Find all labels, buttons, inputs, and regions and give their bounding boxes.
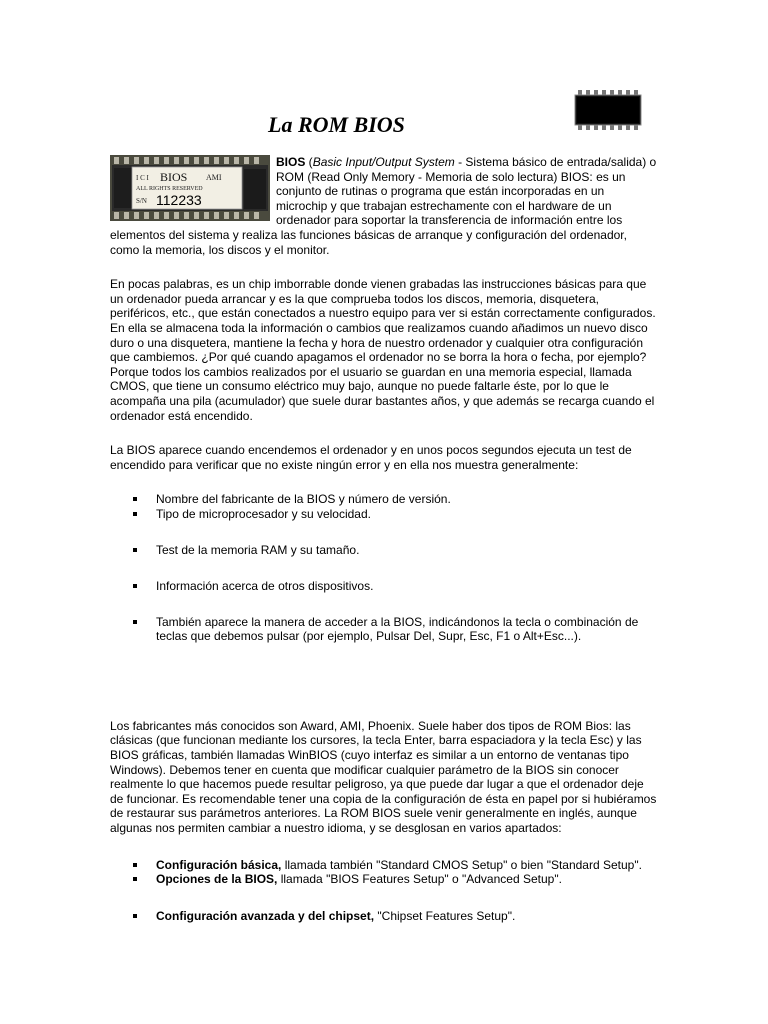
chip-label-ici: I C I: [136, 174, 149, 182]
list-item-term: Opciones de la BIOS,: [156, 872, 278, 887]
post-info-list: [110, 492, 658, 644]
list-item-text: Nombre del fabricante de la BIOS y número de versión.: [156, 492, 451, 507]
chip-label-sn: S/N: [136, 197, 147, 205]
bios-sections-list: [110, 858, 658, 924]
page-title: La ROM BIOS: [268, 112, 405, 137]
list-item-term: Configuración básica,: [156, 857, 282, 872]
list-item: [110, 872, 658, 887]
bullet-icon: [133, 620, 137, 624]
list-item: [110, 507, 658, 522]
list-item: [110, 909, 658, 924]
paragraph-chip-description: En pocas palabras, es un chip imborrable donde vienen grabadas las instrucciones básicas para que un ordenador pueda arrancar y es la que comprueba todos los discos, memoria, disquetera, periféricos, etc., que están conectados a nuestro equipo para ver si están correctamente configurados. En ella se almacena toda la información o cambios que realizamos cuando añadimos un nuevo disco duro o una disquetera, mantiene la fecha y hora de nuestro ordenador y cualquier otra configuración que cambiemos. ¿Por qué cuando apagamos el ordenador no se borra la hora o fecha, por ejemplo? Porque todos los cambios realizados por el usuario se guardan en una memoria especial, llamada CMOS, que tiene un consumo eléctrico muy bajo, aunque no puede faltarle éste, por lo que le acompaña una pila (acumulador) que suele durar bastantes años, y que además se recarga cuando el ordenador está encendido.: [110, 277, 656, 423]
list-item: [110, 615, 658, 644]
bullet-icon: [133, 512, 137, 516]
article-body: [110, 155, 658, 923]
chip-serial-number: 112233: [156, 192, 202, 208]
intro-text: - Sistema básico de entrada/salida) o ROM (Read Only Memory - Memoria de solo lectura) BIOS: es un conjunto de rutinas o programa que están incorporadas en un microchip y que trabajan estrechamente con el hardware de un ordenador para soportar la transferencia de información entre los elementos del sistema y realiza las funciones básicas de arranque y configuración del ordenador, como la memoria, los discos y el monitor.: [110, 155, 657, 257]
list-item-text: También aparece la manera de acceder a la BIOS, indicándonos la tecla o combinación de teclas que debemos pulsar (por ejemplo, Pulsar Del, Supr, Esc, F1 o Alt+Esc...).: [156, 614, 639, 644]
bios-expansion: Basic Input/Output System: [312, 155, 455, 169]
chip-label-rights: ALL RIGHTS RESERVED: [136, 186, 203, 192]
list-item: [110, 858, 658, 873]
intro-paren: (: [305, 155, 313, 169]
chip-label-maker: AMI: [206, 173, 222, 182]
bullet-icon: [133, 497, 137, 501]
paragraph-post-test: La BIOS aparece cuando encendemos el ordenador y en unos pocos segundos ejecuta un test de encendido para verificar que no existe ningún error y en ella nos muestra generalmente:: [110, 443, 632, 472]
bullet-icon: [133, 548, 137, 552]
list-item-text: Test de la memoria RAM y su tamaño.: [156, 543, 360, 558]
list-item: [110, 492, 658, 507]
chip-label-brand: BIOS: [160, 170, 188, 184]
microchip-icon: [574, 90, 642, 130]
bios-chip-photo: [110, 155, 270, 221]
bios-term: BIOS: [276, 155, 306, 169]
list-item-text: Tipo de microprocesador y su velocidad.: [156, 506, 371, 521]
list-item-text: llamada "BIOS Features Setup" o "Advanced Setup".: [277, 872, 562, 887]
list-item-text: llamada también "Standard CMOS Setup" o bien "Standard Setup".: [281, 857, 642, 872]
list-item: [110, 543, 658, 558]
paragraph-manufacturers: Los fabricantes más conocidos son Award, AMI, Phoenix. Suele haber dos tipos de ROM Bios: las clásicas (que funcionan mediante los cursores, la tecla Enter, barra espaciadora y la tecla Esc) y las BIOS gráficas, también llamadas WinBIOS (cuyo interfaz es similar a un entorno de ventanas tipo Windows). Debemos tener en cuenta que modificar cualquier parámetro de la BIOS sin conocer realmente lo que hacemos puede resultar peligroso, ya que puede dar lugar a que el ordenador deje de funcionar. Es recomendable tener una copia de la configuración de ésta en papel por si hubiéramos de restaurar sus parámetros anteriores. La ROM BIOS suele venir generalmente en inglés, aunque algunas nos permiten cambiar a nuestro idioma, y se desglosan en varios apartados:: [110, 718, 657, 835]
bullet-icon: [133, 914, 137, 918]
bullet-icon: [133, 877, 137, 881]
bullet-icon: [133, 863, 137, 867]
list-item-text: "Chipset Features Setup".: [374, 908, 516, 923]
list-item: [110, 579, 658, 594]
list-item-term: Configuración avanzada y del chipset,: [156, 908, 375, 923]
bullet-icon: [133, 584, 137, 588]
list-item-text: Información acerca de otros dispositivos.: [156, 579, 374, 594]
